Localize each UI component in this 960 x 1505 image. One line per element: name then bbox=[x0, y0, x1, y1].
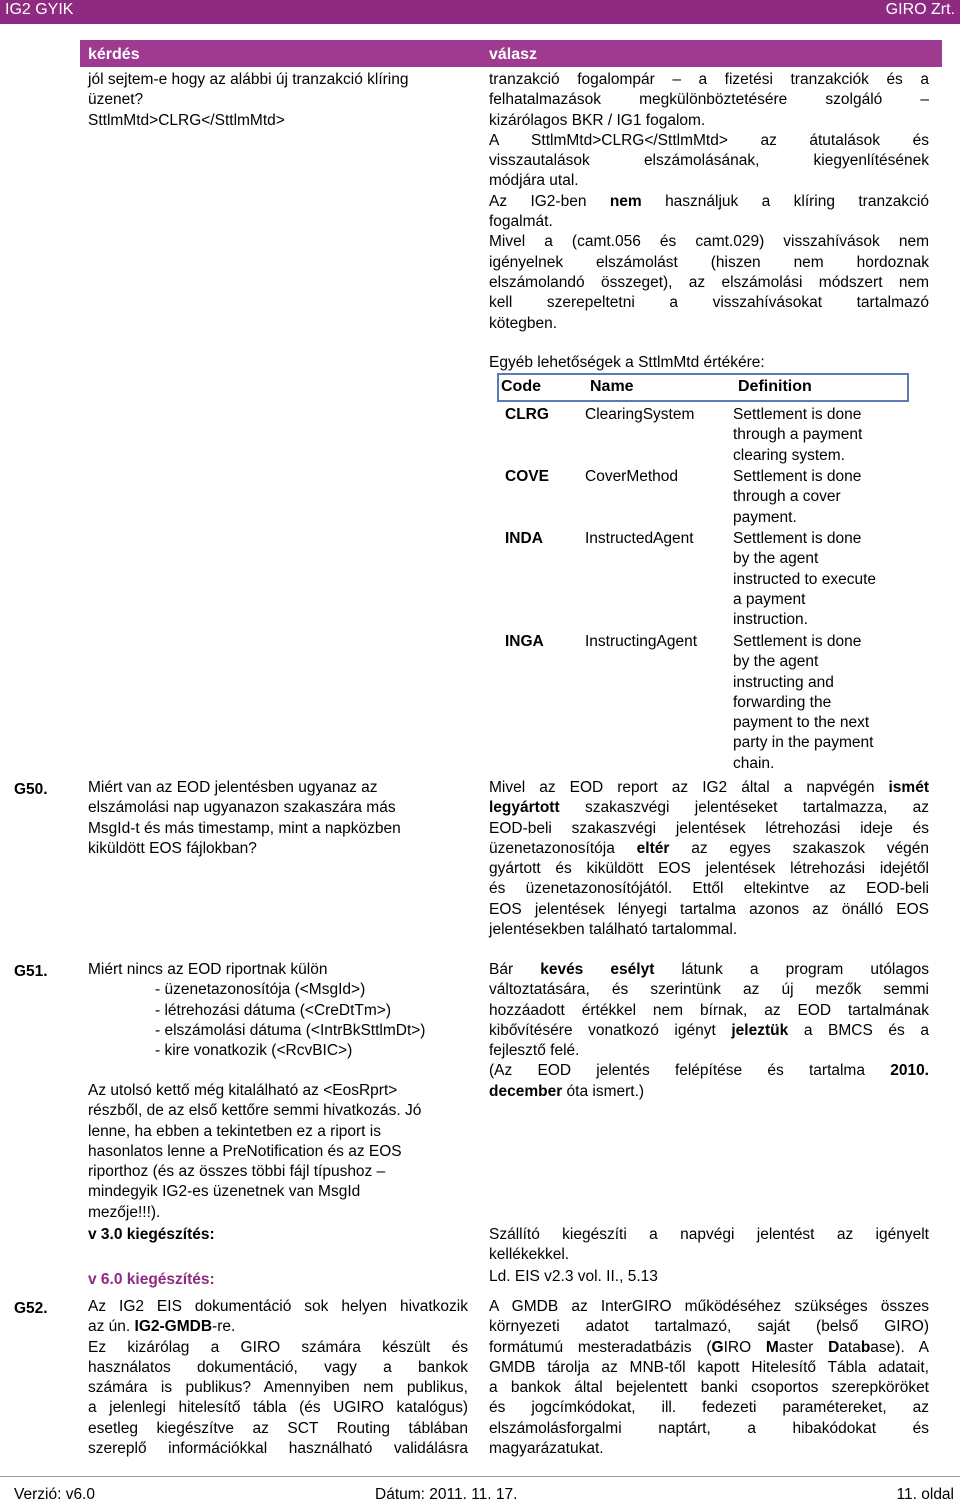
answer-line: visszautalások elszámolásának, kiegyenlítésének bbox=[489, 152, 929, 170]
question-line: jól sejtem-e hogy az alábbi új tranzakció klíring bbox=[88, 71, 409, 88]
answer-line: EOS jelentések lényegi tartalma azonos az önálló EOS bbox=[489, 900, 929, 918]
question-line: használatos dokumentáció, vagy a bankok bbox=[88, 1358, 468, 1376]
answer-line: A SttlmMtd>CLRG</SttlmMtd> az átutalások és bbox=[489, 131, 929, 149]
question-g51 bbox=[88, 960, 468, 1061]
answer-line: gyártott és kiküldött EOS jelentések létrehozási idejétől bbox=[489, 860, 929, 878]
def-header-code: Code bbox=[501, 378, 541, 395]
question-number: G52. bbox=[14, 1300, 48, 1317]
question-line: mezője!!!). bbox=[88, 1203, 161, 1221]
bold-fragment: ismét bbox=[888, 779, 929, 796]
def-line: forwarding the bbox=[733, 693, 832, 711]
answer-line: igényelnek elszámolást (hiszen nem hordoznak bbox=[489, 253, 929, 271]
answer-line: jelentésekben található tartalommal. bbox=[489, 921, 738, 939]
answer-line bbox=[489, 1338, 929, 1358]
text-fragment: a BMCS és a bbox=[788, 1021, 929, 1039]
text-fragment: kibővítésére vonatkozó igényt bbox=[489, 1021, 732, 1039]
question-line: Az utolsó kettő még kitalálható az <EosRprt> bbox=[88, 1082, 398, 1099]
bold-fragment: esélyt bbox=[610, 961, 655, 978]
def-name: InstructedAgent bbox=[585, 530, 694, 547]
question-list-item: - elszámolási dátuma (<IntrBkSttlmDt>) bbox=[155, 1021, 426, 1039]
text-fragment: aster bbox=[778, 1338, 829, 1356]
question-line: részből, de az első kettőre semmi hivatkozás. Jó bbox=[88, 1102, 422, 1120]
text-fragment: óta ismert.) bbox=[562, 1082, 645, 1100]
answer-line bbox=[489, 1021, 929, 1041]
v6-supplement-label: v 6.0 kiegészítés: bbox=[88, 1271, 215, 1288]
bold-fragment: december bbox=[489, 1082, 563, 1100]
column-header-question: kérdés bbox=[88, 46, 140, 63]
text-fragment: -re. bbox=[212, 1318, 236, 1336]
answer-line: Mivel a (camt.056 és camt.029) visszahívások nem bbox=[489, 233, 929, 251]
bold-fragment: eltér bbox=[636, 839, 670, 857]
answer-line: változtatására, és szerintünk az új mezők semmi bbox=[489, 981, 929, 999]
question-line: Miért van az EOD jelentésben ugyanaz az bbox=[88, 779, 378, 796]
text-fragment: használjuk a klíring tranzakció bbox=[641, 192, 929, 210]
question-line bbox=[88, 1317, 468, 1337]
question-list-item: - kire vonatkozik (<RcvBIC>) bbox=[155, 1042, 353, 1060]
def-name: CoverMethod bbox=[585, 468, 679, 485]
answer-line: kellékekkel. bbox=[489, 1246, 570, 1264]
answer-line: és jogcímkódokat, ill. fedezeti paramétereket, az bbox=[489, 1399, 929, 1417]
footer-divider bbox=[0, 1476, 960, 1477]
answer-line bbox=[489, 192, 929, 212]
question-clrg bbox=[88, 70, 483, 131]
answer-line: tranzakció fogalompár – a fizetési tranzakciók és a bbox=[489, 71, 929, 88]
answer-line: A GMDB az InterGIRO működéséhez szükséges összes bbox=[489, 1298, 929, 1315]
def-code: COVE bbox=[505, 468, 549, 485]
bold-fragment: b bbox=[860, 1338, 871, 1356]
text-fragment bbox=[583, 961, 610, 978]
table-header-row bbox=[80, 40, 942, 67]
other-values-intro: Egyéb lehetőségek a SttlmMtd értékére: bbox=[489, 354, 765, 371]
question-line: üzenet? bbox=[88, 91, 144, 109]
answer-line: elszámolandó összeget), az elszámolási módszert nem bbox=[489, 273, 929, 291]
question-line: elszámolási nap ugyanazon szakaszára más bbox=[88, 799, 396, 817]
def-line: by the agent bbox=[733, 653, 819, 671]
def-name: InstructingAgent bbox=[585, 633, 698, 650]
bold-fragment: kevés bbox=[540, 961, 584, 978]
question-line: MsgId-t és más timestamp, mint a napközben bbox=[88, 819, 401, 837]
def-line: payment to the next bbox=[733, 714, 870, 732]
def-definition bbox=[733, 529, 913, 630]
answer-line bbox=[489, 839, 929, 859]
answer-line: kötegben. bbox=[489, 314, 558, 332]
page-header bbox=[0, 0, 960, 24]
answer-line: kizárólagos BKR / IG1 fogalom. bbox=[489, 111, 706, 129]
answer-line: GMDB tárolja az MNB-től kapott Hitelesítő Tábla adatait, bbox=[489, 1358, 929, 1376]
def-line: party in the payment bbox=[733, 734, 874, 752]
text-fragment: formátumú mesteradatbázis ( bbox=[489, 1338, 712, 1356]
column-header-answer: válasz bbox=[489, 46, 538, 63]
question-list-item: - létrehozási dátuma (<CreDtTm>) bbox=[155, 1001, 392, 1019]
answer-line: módjára utal. bbox=[489, 172, 579, 190]
answer-line: és üzenetazonosítójától. Ettől eltekintve az EOD-beli bbox=[489, 880, 929, 898]
def-line: a payment bbox=[733, 590, 806, 608]
footer-date: Dátum: 2011. 11. 17. bbox=[375, 1486, 518, 1503]
answer-line: elszámolásforgalmi naptárt, a hibakódokat és bbox=[489, 1419, 929, 1437]
answer-g52 bbox=[489, 1297, 929, 1459]
question-line: Ez kizárólag a GIRO számára készült és bbox=[88, 1338, 468, 1356]
def-code: INDA bbox=[505, 530, 543, 547]
question-number: G51. bbox=[14, 963, 48, 980]
def-definition bbox=[733, 405, 913, 466]
question-line: SttlmMtd>CLRG</SttlmMtd> bbox=[88, 111, 285, 129]
answer-line: EOD-beli szakaszvégi jelentések létrehozási ideje és bbox=[489, 819, 929, 837]
def-line: through a payment bbox=[733, 426, 863, 444]
text-fragment: az egyes szakaszok végén bbox=[669, 839, 929, 857]
text-fragment: üzenetazonosítója bbox=[489, 839, 637, 857]
answer-line bbox=[489, 798, 929, 818]
answer-line: magyarázatukat. bbox=[489, 1440, 604, 1458]
answer-line: Szállító kiegészíti a napvégi jelentést az igényelt bbox=[489, 1226, 929, 1243]
text-fragment: ata bbox=[839, 1338, 861, 1356]
def-line: Settlement is done bbox=[733, 633, 862, 650]
text-fragment: Bár bbox=[489, 961, 541, 978]
bold-fragment: jeleztük bbox=[731, 1021, 789, 1039]
question-number: G50. bbox=[14, 781, 48, 798]
text-fragment: látunk a program utólagos bbox=[654, 961, 929, 978]
footer-page-number: 11. oldal bbox=[896, 1486, 954, 1503]
answer-line: a bankok által bejelentett banki csoportos szerepköröket bbox=[489, 1379, 929, 1397]
text-fragment: ase). A bbox=[870, 1338, 930, 1356]
question-line: mindegyik IG2-es üzenetnek van MsgId bbox=[88, 1183, 361, 1201]
bold-fragment: D bbox=[828, 1338, 840, 1356]
v3-supplement-label: v 3.0 kiegészítés: bbox=[88, 1226, 215, 1243]
def-line: instructed to execute bbox=[733, 570, 877, 588]
def-line: Settlement is done bbox=[733, 468, 862, 485]
def-line: by the agent bbox=[733, 550, 819, 568]
question-list-item: - üzenetazonosítója (<MsgId>) bbox=[155, 981, 366, 999]
question-line: számára is publikus? Amennyiben nem publikus, bbox=[88, 1379, 468, 1397]
text-fragment: (Az EOD jelentés felépítése és tartalma bbox=[489, 1062, 891, 1080]
answer-line bbox=[489, 1082, 929, 1102]
bold-fragment: nem bbox=[609, 192, 642, 210]
question-g52 bbox=[88, 1297, 468, 1459]
def-line: instruction. bbox=[733, 611, 808, 629]
def-line: Settlement is done bbox=[733, 406, 862, 423]
bold-fragment: G bbox=[711, 1338, 724, 1356]
question-line: riporthoz (és az összes többi fájl típushoz – bbox=[88, 1163, 386, 1181]
def-name: ClearingSystem bbox=[585, 406, 695, 423]
question-line: szereplő információkkal használható validálásra bbox=[88, 1440, 468, 1458]
def-code: INGA bbox=[505, 633, 544, 650]
def-header-name: Name bbox=[590, 378, 634, 395]
question-line: Miért nincs az EOD riportnak külön bbox=[88, 961, 328, 978]
answer-line: kell szerepeltetni a visszahívásokat tartalmazó bbox=[489, 294, 929, 312]
bold-fragment: M bbox=[765, 1338, 779, 1356]
def-line: payment. bbox=[733, 508, 797, 526]
question-line: Az IG2 EIS dokumentáció sok helyen hivatkozik bbox=[88, 1298, 468, 1315]
answer-g51 bbox=[489, 960, 929, 1102]
def-header-definition: Definition bbox=[738, 378, 812, 395]
question-line: kiküldött EOS fájlokban? bbox=[88, 839, 257, 857]
v3-supplement-answer bbox=[489, 1225, 929, 1266]
v6-supplement-answer: Ld. EIS v2.3 vol. II., 5.13 bbox=[489, 1268, 658, 1285]
answer-line: fejlesztő felé. bbox=[489, 1042, 580, 1060]
question-line: lenne, ha ebben a tekintetben ez a riport is bbox=[88, 1122, 381, 1140]
question-g50 bbox=[88, 778, 468, 859]
answer-clrg bbox=[489, 70, 929, 334]
def-code: CLRG bbox=[505, 406, 549, 423]
text-fragment: szakaszvégi jelentéseket tartalmazza, az bbox=[559, 799, 929, 817]
bold-fragment: IG2-GMDB bbox=[134, 1318, 213, 1336]
header-doc-title: IG2 GYIK bbox=[5, 1, 74, 18]
header-company: GIRO Zrt. bbox=[885, 1, 955, 18]
answer-line bbox=[489, 778, 929, 798]
footer-version: Verzió: v6.0 bbox=[14, 1486, 95, 1503]
question-g51-paragraph bbox=[88, 1081, 468, 1223]
answer-line bbox=[489, 1061, 929, 1081]
answer-line bbox=[489, 960, 929, 980]
text-fragment: Mivel az EOD report az IG2 által a napvégén bbox=[489, 779, 889, 796]
def-line: chain. bbox=[733, 754, 775, 772]
definition-table-header bbox=[497, 373, 909, 402]
question-line: a jelenlegi hitelesítő tábla (és UGIRO katalógus) bbox=[88, 1399, 468, 1417]
def-definition bbox=[733, 632, 913, 774]
text-fragment: az ún. bbox=[88, 1318, 135, 1336]
question-line: hasonlatos lenne a PreNotification és az EOS bbox=[88, 1142, 402, 1160]
answer-line: környezeti adatot tartalmazó, saját (belső GIRO) bbox=[489, 1318, 929, 1336]
answer-line: hozzáadott értékkel nem bírnak, az EOD tartalmának bbox=[489, 1001, 929, 1019]
answer-line: fogalmát. bbox=[489, 213, 553, 231]
question-line: esetleg kiegészítve az SCT Routing táblában bbox=[88, 1419, 468, 1437]
def-line: instructing and bbox=[733, 673, 834, 691]
text-fragment: IRO bbox=[723, 1338, 766, 1356]
def-line: through a cover bbox=[733, 488, 841, 506]
def-line: Settlement is done bbox=[733, 530, 862, 547]
text-fragment: Az IG2-ben bbox=[489, 192, 610, 210]
bold-fragment: legyártott bbox=[489, 799, 560, 817]
answer-line: felhatalmazások megkülönböztetésére szolgáló – bbox=[489, 91, 929, 109]
answer-g50 bbox=[489, 778, 929, 940]
def-definition bbox=[733, 467, 913, 528]
bold-fragment: 2010. bbox=[890, 1062, 929, 1080]
def-line: clearing system. bbox=[733, 446, 845, 464]
